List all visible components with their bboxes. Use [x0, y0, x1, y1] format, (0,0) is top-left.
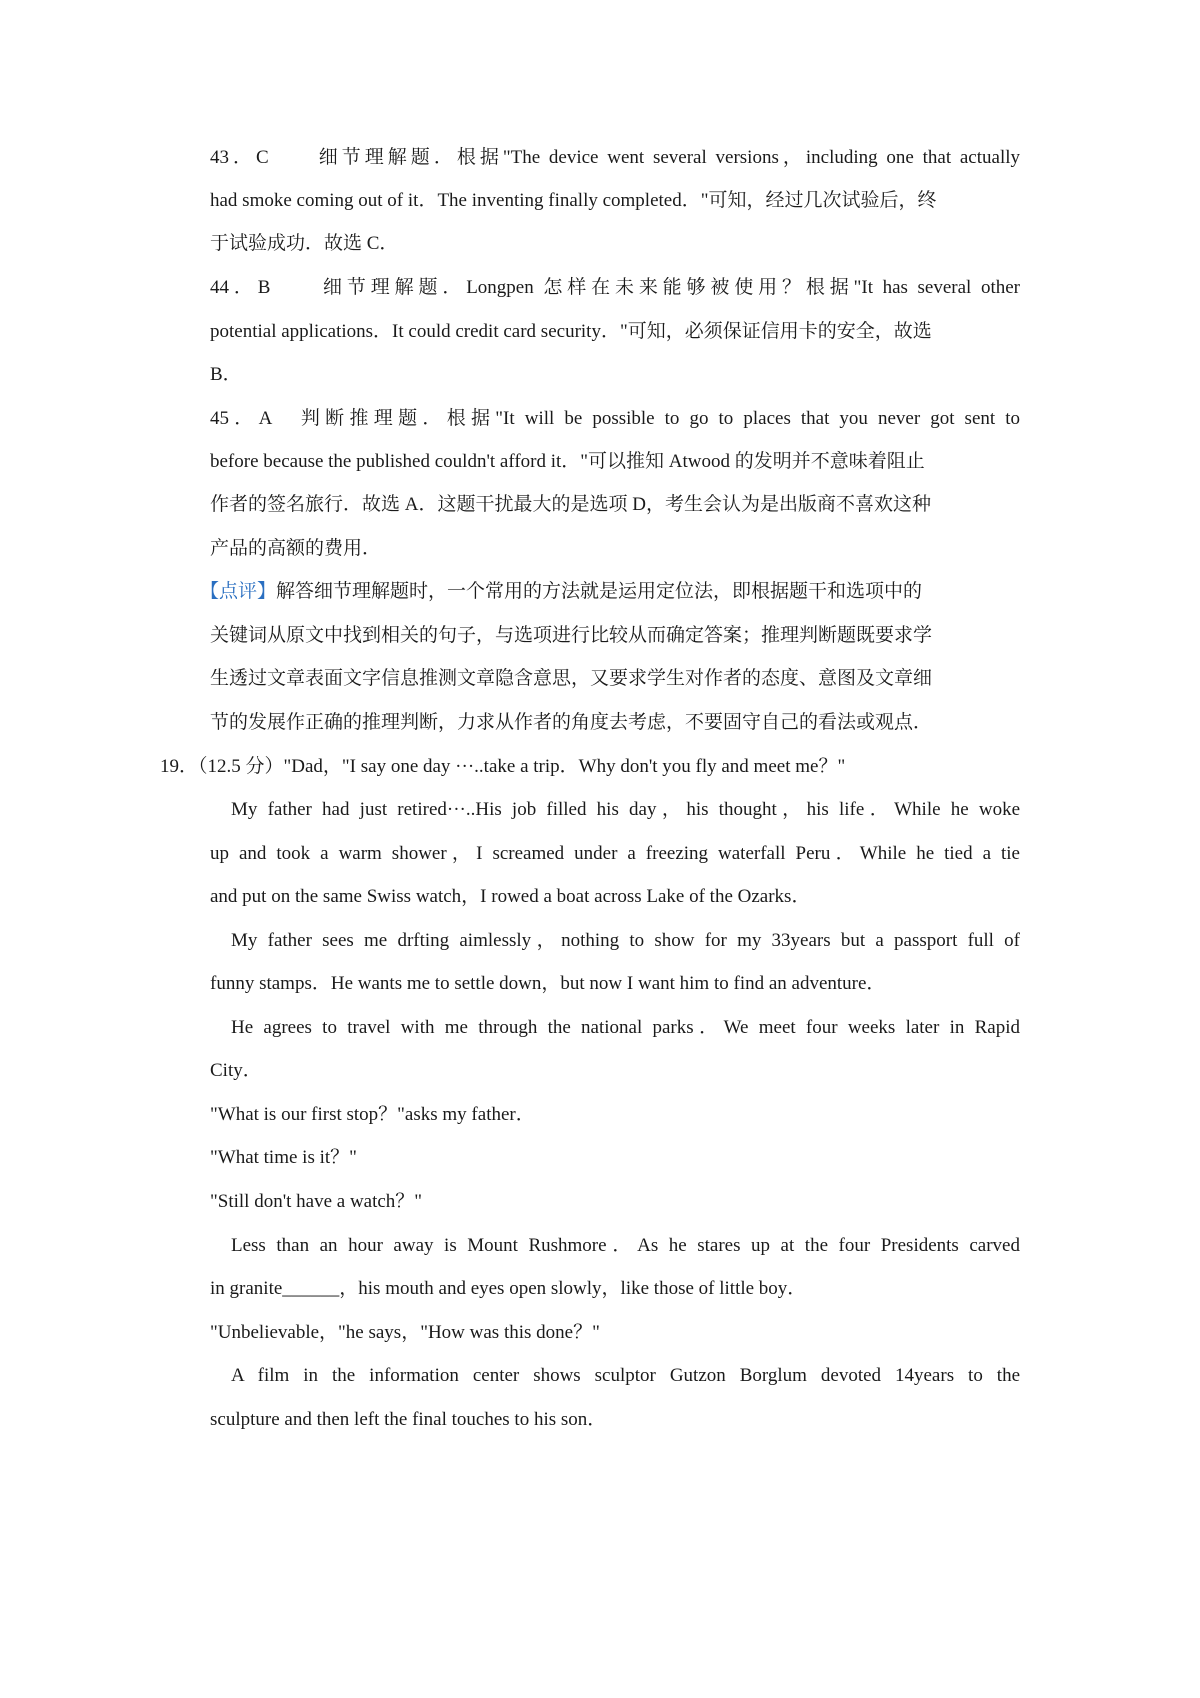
passage-line: and put on the same Swiss watch，I rowed a boat across Lake of the Ozarks．: [210, 886, 811, 907]
passage-line: sculpture and then left the final touches to his son．: [210, 1409, 607, 1430]
comment-first-line: 解答细节理解题时，一个常用的方法就是运用定位法，即根据题干和选项中的: [276, 581, 923, 602]
answer-45-line-1: 45．A 判断推理题．根据"It will be possible to go to places that you never got sent to: [210, 408, 1020, 429]
answer-44-line-2: potential applications．It could credit card security．"可知，必须保证信用卡的安全，故选: [210, 321, 932, 342]
comment-line-1: [200, 579, 922, 605]
passage-line: City．: [210, 1060, 262, 1081]
passage-line: funny stamps．He wants me to settle down，but now I want him to find an adventure．: [210, 973, 886, 994]
passage-line: He agrees to travel with me through the national parks．We meet four weeks later in Rapid: [231, 1017, 1020, 1038]
comment-line-4: 节的发展作正确的推理判断，力求从作者的角度去考虑，不要固守自己的看法或观点．: [210, 712, 933, 733]
answer-43-line-2: had smoke coming out of it．The inventing finally completed．"可知，经过几次试验后，终: [210, 190, 937, 211]
comment-line-2: 关键词从原文中找到相关的句子，与选项进行比较从而确定答案；推理判断题既要求学: [210, 625, 933, 646]
passage-line: in granite______，his mouth and eyes open slowly，like those of little boy．: [210, 1278, 807, 1299]
answer-44-line-3: B．: [210, 364, 242, 385]
comment-tag: 【点评】: [200, 581, 277, 602]
answer-44-line-1: 44．B 细节理解题．Longpen 怎样在未来能够被使用？根据"It has several other: [210, 277, 1020, 298]
answer-45-line-4: 产品的高额的费用．: [210, 538, 382, 559]
dialogue-line: "Unbelievable，"he says，"How was this done？": [210, 1322, 600, 1343]
passage-line: My father sees me drfting aimlessly，nothing to show for my 33years but a passport full of: [231, 930, 1020, 951]
passage-line: Less than an hour away is Mount Rushmore．As he stares up at the four Presidents carved: [231, 1235, 1020, 1256]
answer-45-line-2: before because the published couldn't afford it．"可以推知 Atwood 的发明并不意味着阻止: [210, 451, 925, 472]
passage-line: up and took a warm shower，I screamed under a freezing waterfall Peru．While he tied a tie: [210, 843, 1020, 864]
dialogue-line: "What is our first stop？"asks my father．: [210, 1104, 535, 1125]
dialogue-line: "What time is it？": [210, 1147, 357, 1168]
dialogue-line: "Still don't have a watch？": [210, 1191, 423, 1212]
passage-line: A film in the information center shows sculptor Gutzon Borglum devoted 14years to the: [231, 1365, 1020, 1386]
passage-line: My father had just retired···..His job filled his day，his thought，his life．While he woke: [231, 799, 1020, 820]
comment-line-3: 生透过文章表面文字信息推测文章隐含意思，又要求学生对作者的态度、意图及文章细: [210, 668, 933, 689]
answer-45-line-3: 作者的签名旅行．故选 A．这题干扰最大的是选项 D，考生会认为是出版商不喜欢这种: [210, 494, 931, 515]
answer-43-line-1: 43．C 细节理解题．根据"The device went several versions，including one that actually: [210, 147, 1020, 168]
answer-43-line-3: 于试验成功．故选 C．: [210, 233, 399, 254]
question-19-header: 19．（12.5 分）"Dad，"I say one day ···..take a trip．Why don't you fly and meet me？": [160, 756, 846, 777]
